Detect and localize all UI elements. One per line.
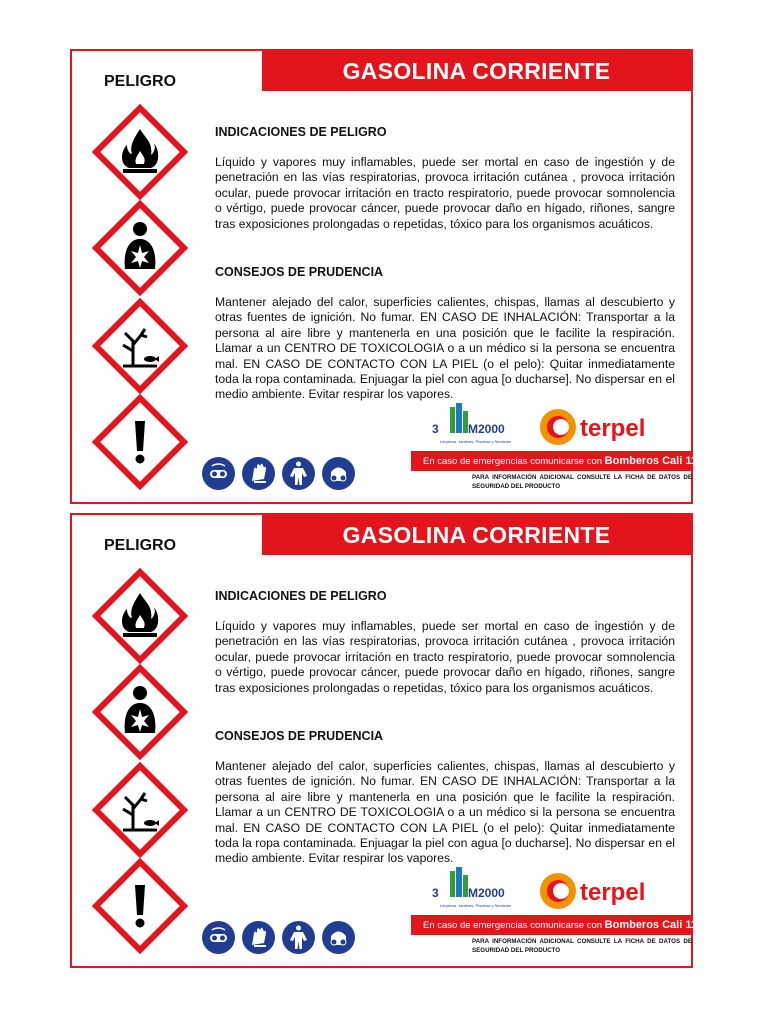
emergency-banner: En caso de emergencias comunicarse con Bomberos Cali 119 <box>411 451 691 471</box>
hazard-text: Líquido y vapores muy inflamables, puede ser mortal en caso de ingestión y de penetración en las vías respiratorias, provoca irritación cutánea , provoca irritación ocular, puede provocar irritación en tracto respiratorio, puede provocar somnolencia o vértigo, puede provocar cáncer, puede provocar daño en hígado, riñones, sangre tras exposiciones prolongadas o repetidas, tóxico para los organismos acuáticos. <box>215 155 675 231</box>
gloves-icon <box>242 457 275 490</box>
hazard-heading: INDICACIONES DE PELIGRO <box>215 589 387 603</box>
product-title: GASOLINA CORRIENTE <box>262 51 691 91</box>
terpel-logo <box>538 405 678 449</box>
respirator-icon <box>322 921 355 954</box>
m2000-logo <box>430 403 520 453</box>
signal-word: PELIGRO <box>104 537 177 554</box>
flame-icon <box>93 105 187 199</box>
precaution-text: Mantener alejado del calor, superficies calientes, chispas, llamas al descubierto y otras fuentes de ignición. No fumar. EN CASO DE INHALACIÓN: Transportar a la persona al aire libre y mantenerla en una posición que le facilite la respiración. Llamar a un CENTRO DE TOXICOLOGIA o a un médico si la persona se encuentra mal. EN CASO DE CONTACTO CON LA PIEL (o el pelo): Quitar inmediatamente toda la ropa contaminada. Enjuagar la piel con agua [o ducharse]. No dispersar en el medio ambiente. Evitar respirar los vapores. <box>215 759 675 866</box>
hazard-label-2 <box>70 513 704 968</box>
signal-word: PELIGRO <box>104 73 177 90</box>
hazard-label-1 <box>70 49 704 504</box>
additional-info: PARA INFORMACIÓN ADICIONAL CONSULTE LA FICHA DE DATOS DE SEGURIDAD DEL PRODUCTO <box>472 474 692 490</box>
goggles-icon <box>202 457 235 490</box>
svg-text:terpel: terpel <box>580 415 646 442</box>
additional-info: PARA INFORMACIÓN ADICIONAL CONSULTE LA FICHA DE DATOS DE SEGURIDAD DEL PRODUCTO <box>472 938 692 954</box>
health-hazard-icon <box>93 665 187 759</box>
svg-text:3: 3 <box>432 886 439 900</box>
respirator-icon <box>322 457 355 490</box>
exclamation-icon <box>93 859 187 953</box>
m2000-logo <box>430 867 520 917</box>
environment-icon <box>93 763 187 857</box>
svg-text:terpel: terpel <box>580 879 646 906</box>
emergency-contact: Bomberos Cali 119 <box>604 919 704 931</box>
hazard-heading: INDICACIONES DE PELIGRO <box>215 125 387 139</box>
svg-text:Limpieza, Jardines, Piscinas y: Limpieza, Jardines, Piscinas y Servicios <box>440 903 511 908</box>
svg-text:3: 3 <box>432 422 439 436</box>
precaution-text: Mantener alejado del calor, superficies calientes, chispas, llamas al descubierto y otras fuentes de ignición. No fumar. EN CASO DE INHALACIÓN: Transportar a la persona al aire libre y mantenerla en una posición que le facilite la respiración. Llamar a un CENTRO DE TOXICOLOGIA o a un médico si la persona se encuentra mal. EN CASO DE CONTACTO CON LA PIEL (o el pelo): Quitar inmediatamente toda la ropa contaminada. Enjuagar la piel con agua [o ducharse]. No dispersar en el medio ambiente. Evitar respirar los vapores. <box>215 295 675 402</box>
precaution-heading: CONSEJOS DE PRUDENCIA <box>215 729 384 743</box>
health-hazard-icon <box>93 201 187 295</box>
emergency-banner: En caso de emergencias comunicarse con Bomberos Cali 119 <box>411 915 691 935</box>
coverall-icon <box>282 457 315 490</box>
svg-text:M2000: M2000 <box>468 886 505 900</box>
hazard-text: Líquido y vapores muy inflamables, puede ser mortal en caso de ingestión y de penetración en las vías respiratorias, provoca irritación cutánea , provoca irritación ocular, puede provocar irritación en tracto respiratorio, puede provocar somnolencia o vértigo, puede provocar cáncer, puede provocar daño en hígado, riñones, sangre tras exposiciones prolongadas o repetidas, tóxico para los organismos acuáticos. <box>215 619 675 695</box>
terpel-logo <box>538 869 678 913</box>
precaution-heading: CONSEJOS DE PRUDENCIA <box>215 265 384 279</box>
environment-icon <box>93 299 187 393</box>
gloves-icon <box>242 921 275 954</box>
coverall-icon <box>282 921 315 954</box>
emergency-contact: Bomberos Cali 119 <box>604 455 704 467</box>
goggles-icon <box>202 921 235 954</box>
flame-icon <box>93 569 187 663</box>
svg-text:M2000: M2000 <box>468 422 505 436</box>
exclamation-icon <box>93 395 187 489</box>
product-title: GASOLINA CORRIENTE <box>262 515 691 555</box>
svg-text:Limpieza, Jardines, Piscinas y: Limpieza, Jardines, Piscinas y Servicios <box>440 439 511 444</box>
